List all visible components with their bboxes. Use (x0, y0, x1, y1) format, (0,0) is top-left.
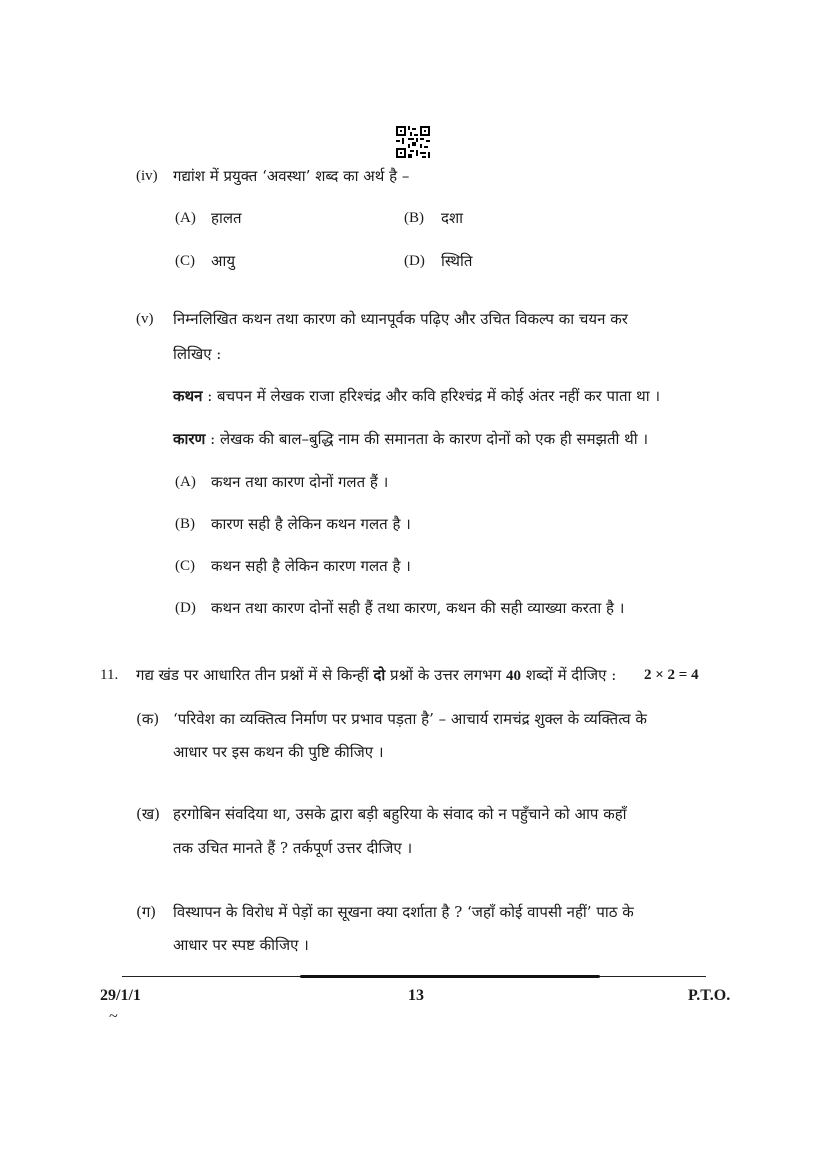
q10-v-question-line1: निम्नलिखित कथन तथा कारण को ध्यानपूर्वक पढ़िए और उचित विकल्प का चयन कर (173, 310, 628, 328)
q11-part-label: (ख) (136, 805, 160, 823)
option-text: हालत (211, 209, 242, 227)
q10-v-label: (v) (136, 311, 154, 327)
option-label: (C) (175, 253, 195, 269)
qr-code-icon (396, 126, 430, 158)
pto-label: P.T.O. (688, 987, 731, 1004)
option-text: आयु (211, 252, 236, 270)
option-label: (A) (175, 210, 196, 226)
assertion (173, 386, 660, 406)
q10-iv-label: (iv) (136, 168, 158, 184)
paper-code: 29/1/1 (100, 987, 141, 1004)
option-text: कथन तथा कारण दोनों सही हैं तथा कारण, कथन की सही व्याख्या करता है । (211, 599, 625, 617)
option-label: (C) (175, 558, 195, 574)
page-number: 13 (408, 987, 424, 1004)
q10-v-question-line2: लिखिए : (173, 345, 222, 363)
q11-part-line2: आधार पर इस कथन की पुष्टि कीजिए । (173, 743, 384, 761)
option-label: (D) (175, 600, 196, 616)
footer-rule-thick (300, 975, 600, 978)
option-text: दशा (441, 209, 464, 227)
q11-stem-text: शब्दों में दीजिए : (520, 666, 617, 684)
option-label: (B) (175, 516, 195, 532)
q11-part-line2: तक उचित मानते हैं ? तर्कपूर्ण उत्तर दीजिए । (173, 839, 413, 857)
reason-text: : लेखक की बाल–बुद्धि नाम की समानता के कारण दोनों को एक ही समझती थी । (205, 430, 649, 448)
q11-part-line1: विस्थापन के विरोध में पेड़ों का सूखना क्या दर्शाता है ? ‘जहाँ कोई वापसी नहीं’ पाठ के (173, 903, 634, 921)
q11-stem-text: प्रश्नों के उत्तर लगभग (385, 666, 506, 684)
reason-label: कारण (173, 430, 206, 448)
option-label: (B) (404, 210, 424, 226)
q11-part-line2: आधार पर स्पष्ट कीजिए । (173, 936, 309, 954)
assertion-text: : बचपन में लेखक राजा हरिश्चंद्र और कवि हरिश्चंद्र में कोई अंतर नहीं कर पाता था । (202, 387, 661, 405)
reason (173, 429, 648, 449)
option-text: कथन सही है लेकिन कारण गलत है । (211, 557, 411, 575)
assertion-label: कथन (173, 387, 203, 405)
q11-part-line1: हरगोबिन संवदिया था, उसके द्वारा बड़ी बहुरिया के संवाद को न पहुँचाने को आप कहाँ (173, 805, 627, 823)
q11-marks: 2 × 2 = 4 (644, 667, 699, 683)
option-text: स्थिति (441, 252, 473, 270)
q11-stem-bold: दो (373, 666, 386, 684)
q11-stem-text: गद्य खंड पर आधारित तीन प्रश्नों में से किन्हीं (136, 666, 374, 684)
option-text: कारण सही है लेकिन कथन गलत है । (211, 515, 411, 533)
option-text: कथन तथा कारण दोनों गलत हैं । (211, 473, 389, 491)
q10-iv-question: गद्यांश में प्रयुक्त ‘अवस्था’ शब्द का अर्थ है – (173, 167, 410, 185)
q11-part-label: (ग) (136, 903, 157, 921)
q11-stem (136, 665, 616, 685)
q11-number: 11. (100, 667, 119, 683)
q11-part-label: (क) (136, 710, 160, 728)
footer-tilde: ~ (109, 1008, 118, 1025)
option-label: (A) (175, 474, 196, 490)
option-label: (D) (404, 253, 425, 269)
q11-word-count: 40 (505, 668, 521, 684)
q11-part-line1: ‘परिवेश का व्यक्तित्व निर्माण पर प्रभाव पड़ता है’ – आचार्य रामचंद्र शुक्ल के व्यक्तित्व के (173, 710, 647, 728)
